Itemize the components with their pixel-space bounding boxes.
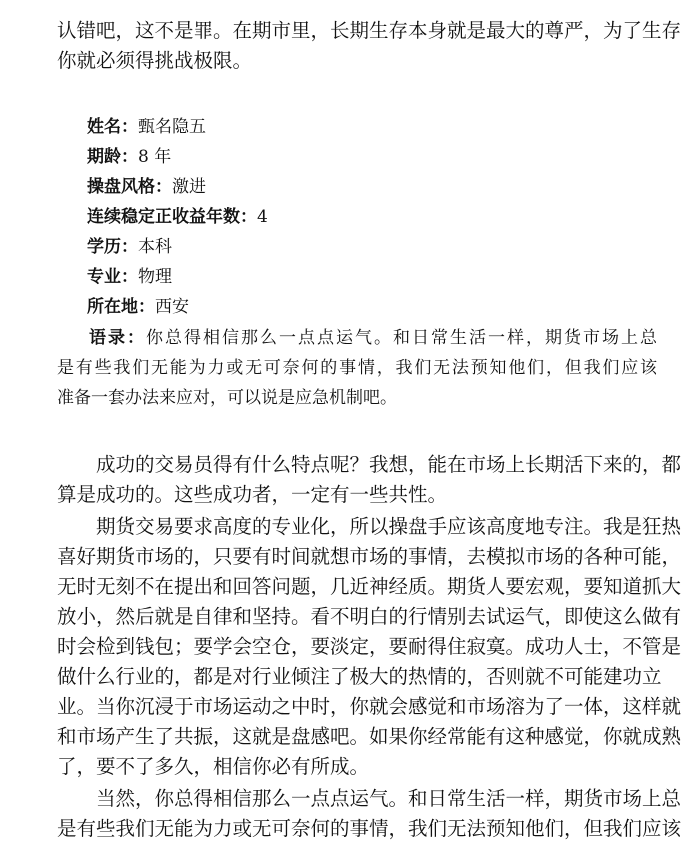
profile-age-label: 期龄：: [87, 147, 138, 167]
profile-years: [87, 204, 268, 230]
body-line-13: 是有些我们无能为力或无可奈何的事情，我们无法预知他们，但我们应该: [57, 817, 681, 840]
body-line-4: 喜好期货市场的，只要有时间就想市场的事情，去模拟市场的各种可能，: [57, 545, 681, 568]
profile-name: [87, 114, 206, 140]
body-line-12: 当然，你总得相信那么一点点运气。和日常生活一样，期货市场上总: [57, 787, 681, 810]
body-line-9: 业。当你沉浸于市场运动之中时，你就会感觉和市场溶为了一体，这样就: [57, 695, 681, 718]
body-line-2: 算是成功的。这些成功者，一定有一些共性。: [57, 483, 448, 506]
profile-location-value: 西安: [155, 297, 189, 317]
body-line-11: 了，要不了多久，相信你必有所成。: [57, 755, 370, 778]
profile-name-label: 姓名：: [87, 117, 138, 137]
quote-line-3: 准备一套办法来应对，可以说是应急机制吧。: [57, 388, 397, 408]
body-line-5: 无时无刻不在提出和回答问题，几近神经质。期货人要宏观，要知道抓大: [57, 575, 681, 598]
profile-style-value: 激进: [172, 177, 206, 197]
quote-line-1: [57, 324, 657, 352]
body-line-7: 时会检到钱包；要学会空仓，要淡定，要耐得住寂寞。成功人士，不管是: [57, 635, 681, 658]
body-line-8: 做什么行业的，都是对行业倾注了极大的热情的，否则就不可能建功立: [57, 665, 662, 688]
body-line-10: 和市场产生了共振，这就是盘感吧。如果你经常能有这种感觉，你就成熟: [57, 725, 681, 748]
profile-education-value: 本科: [138, 237, 172, 257]
profile-education-label: 学历：: [87, 237, 138, 257]
profile-years-label: 连续稳定正收益年数：: [87, 207, 257, 227]
body-line-6: 放小，然后就是自律和坚持。看不明白的行情别去试运气，即使这么做有: [57, 605, 681, 628]
quote-label: 语录：: [87, 328, 146, 348]
profile-location-label: 所在地：: [87, 297, 155, 317]
body-line-3: 期货交易要求高度的专业化，所以操盘手应该高度地专注。我是狂热: [57, 515, 681, 538]
profile-age: [87, 144, 171, 170]
intro-line-1: 认错吧，这不是罪。在期市里，长期生存本身就是最大的尊严，为了生存: [57, 19, 681, 42]
profile-name-value: 甄名隐五: [138, 117, 206, 137]
quote-line-2: 是有些我们无能为力或无可奈何的事情，我们无法预知他们，但我们应该: [57, 358, 657, 378]
profile-style-label: 操盘风格：: [87, 177, 172, 197]
profile-location: [87, 294, 189, 320]
quote-text-1: 你总得相信那么一点点运气。和日常生活一样，期货市场上总: [146, 328, 657, 348]
body-line-1: 成功的交易员得有什么特点呢？我想，能在市场上长期活下来的，都: [57, 453, 681, 476]
profile-major-value: 物理: [138, 267, 172, 287]
profile-major-label: 专业：: [87, 267, 138, 287]
profile-major: [87, 264, 172, 290]
intro-line-2: 你就必须得挑战极限。: [57, 49, 253, 72]
profile-style: [87, 174, 206, 200]
profile-age-value: 8 年: [138, 147, 172, 167]
profile-years-value: 4: [257, 207, 268, 227]
profile-education: [87, 234, 172, 260]
